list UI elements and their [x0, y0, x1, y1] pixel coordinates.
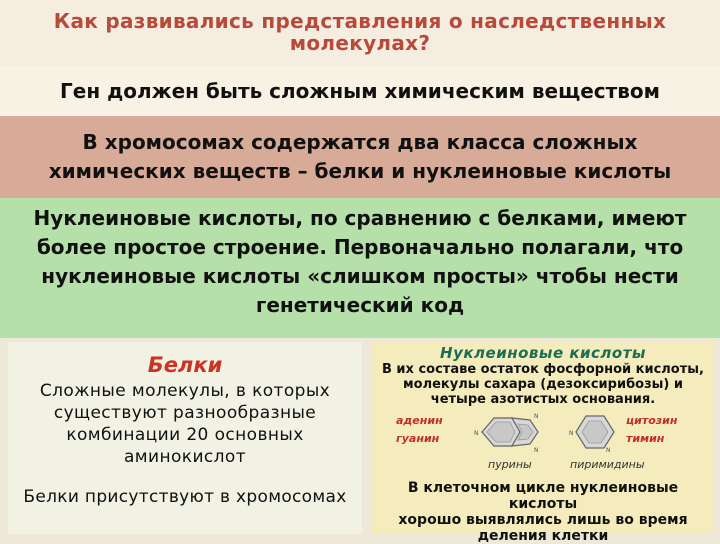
- proteins-text-line-4: аминокислот: [123, 447, 247, 467]
- nucleic-acids-description: [372, 362, 714, 407]
- statement-nucleic-line-3: нуклеиновые кислоты «слишком просты» чтобы нести: [41, 264, 679, 288]
- nucleic-acids-title: Нуклеиновые кислоты: [440, 344, 646, 362]
- proteins-text-line-1: Сложные молекулы, в которых: [39, 381, 331, 401]
- base-cytosine-label: цитозин: [626, 414, 678, 427]
- statement-chromosomes-line-1: В хромосомах содержатся два класса сложных: [82, 130, 638, 154]
- proteins-description: [8, 380, 362, 468]
- statement-gene: [0, 66, 720, 116]
- nucleic-text-line-1: В их составе остаток фосфорной кислоты,: [382, 362, 704, 377]
- nucleic-text-line-3: четыре азотистых основания.: [430, 392, 656, 407]
- purine-structure-icon: [472, 410, 562, 454]
- nucleic-note-line-2: хорошо выявлялись лишь во время: [398, 512, 688, 528]
- statement-chromosomes: [0, 116, 720, 198]
- nucleic-acids-panel: [372, 342, 714, 544]
- base-thymine-label: тимин: [626, 432, 665, 445]
- svg-text:N: N: [534, 447, 539, 454]
- svg-text:N: N: [606, 447, 611, 454]
- statement-nucleic-acids: [0, 198, 720, 338]
- proteins-panel: [8, 342, 362, 534]
- statement-gene-text: Ген должен быть сложным химическим веществом: [60, 79, 660, 103]
- base-guanine-label: гуанин: [396, 432, 440, 445]
- proteins-text-line-2: существуют разнообразные: [53, 403, 317, 423]
- purines-caption: пурины: [488, 458, 532, 471]
- proteins-title: Белки: [147, 353, 223, 377]
- pyrimidines-caption: пиримидины: [570, 458, 645, 471]
- svg-text:N: N: [474, 430, 479, 437]
- statement-nucleic-line-4: генетический код: [255, 293, 465, 317]
- nucleic-note-line-3: деления клетки: [477, 528, 609, 544]
- slide-title: [0, 0, 720, 66]
- pyrimidine-structure-icon: [568, 410, 620, 454]
- nucleic-note-line-1: В клеточном цикле нуклеиновые кислоты: [407, 480, 679, 512]
- svg-text:N: N: [569, 430, 574, 437]
- nucleic-acids-note: [372, 480, 714, 544]
- statement-nucleic-line-2: более простое строение. Первоначально полагали, что: [36, 235, 684, 259]
- title-line-1: Как развивались представления о наследственных: [53, 9, 667, 33]
- proteins-note: Белки присутствуют в хромосомах: [23, 487, 347, 507]
- svg-text:N: N: [534, 413, 539, 420]
- nucleic-text-line-2: молекулы сахара (дезоксирибозы) и: [403, 377, 683, 392]
- statement-chromosomes-line-2: химических веществ – белки и нуклеиновые кислоты: [48, 159, 672, 183]
- statement-nucleic-line-1: Нуклеиновые кислоты, по сравнению с белками, имеют: [33, 206, 687, 230]
- base-adenine-label: аденин: [396, 414, 443, 427]
- proteins-text-line-3: комбинации 20 основных: [66, 425, 304, 445]
- nitrogen-bases-diagram: [372, 410, 714, 476]
- title-line-2: молекулах?: [289, 31, 431, 55]
